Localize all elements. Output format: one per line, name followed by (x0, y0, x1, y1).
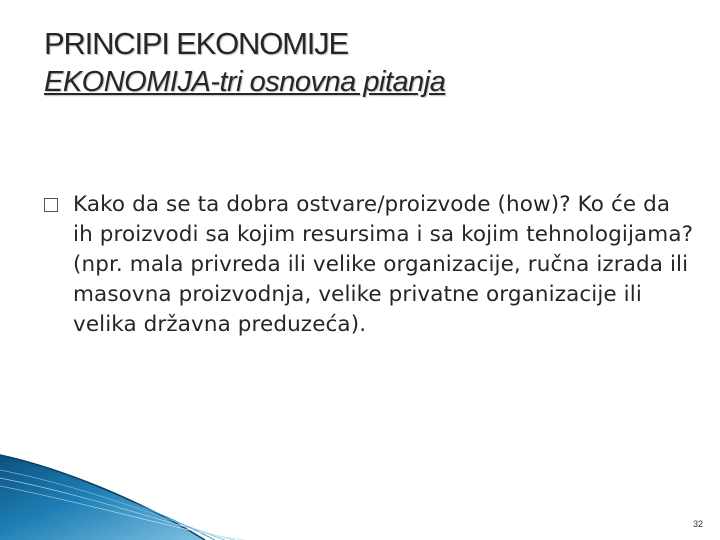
bullet-item (44, 190, 694, 340)
slide-title: PRINCIPI EKONOMIJE (44, 26, 348, 61)
bullet-text: Kako da se ta dobra ostvare/proizvode (how)? Ko će da ih proizvodi sa kojim resursima i sa kojim tehnologijama? (npr. mala privreda ili velike organizacije, ručna izrada ili masovna proizvodnja, velike privatne organizacije ili velika državna preduzeća). (73, 192, 694, 337)
slide-subtitle: EKONOMIJA-tri osnovna pitanja (44, 66, 446, 98)
slide-number: 32 (692, 519, 703, 529)
bullet-list (44, 190, 694, 340)
hollow-square-icon (44, 198, 58, 212)
